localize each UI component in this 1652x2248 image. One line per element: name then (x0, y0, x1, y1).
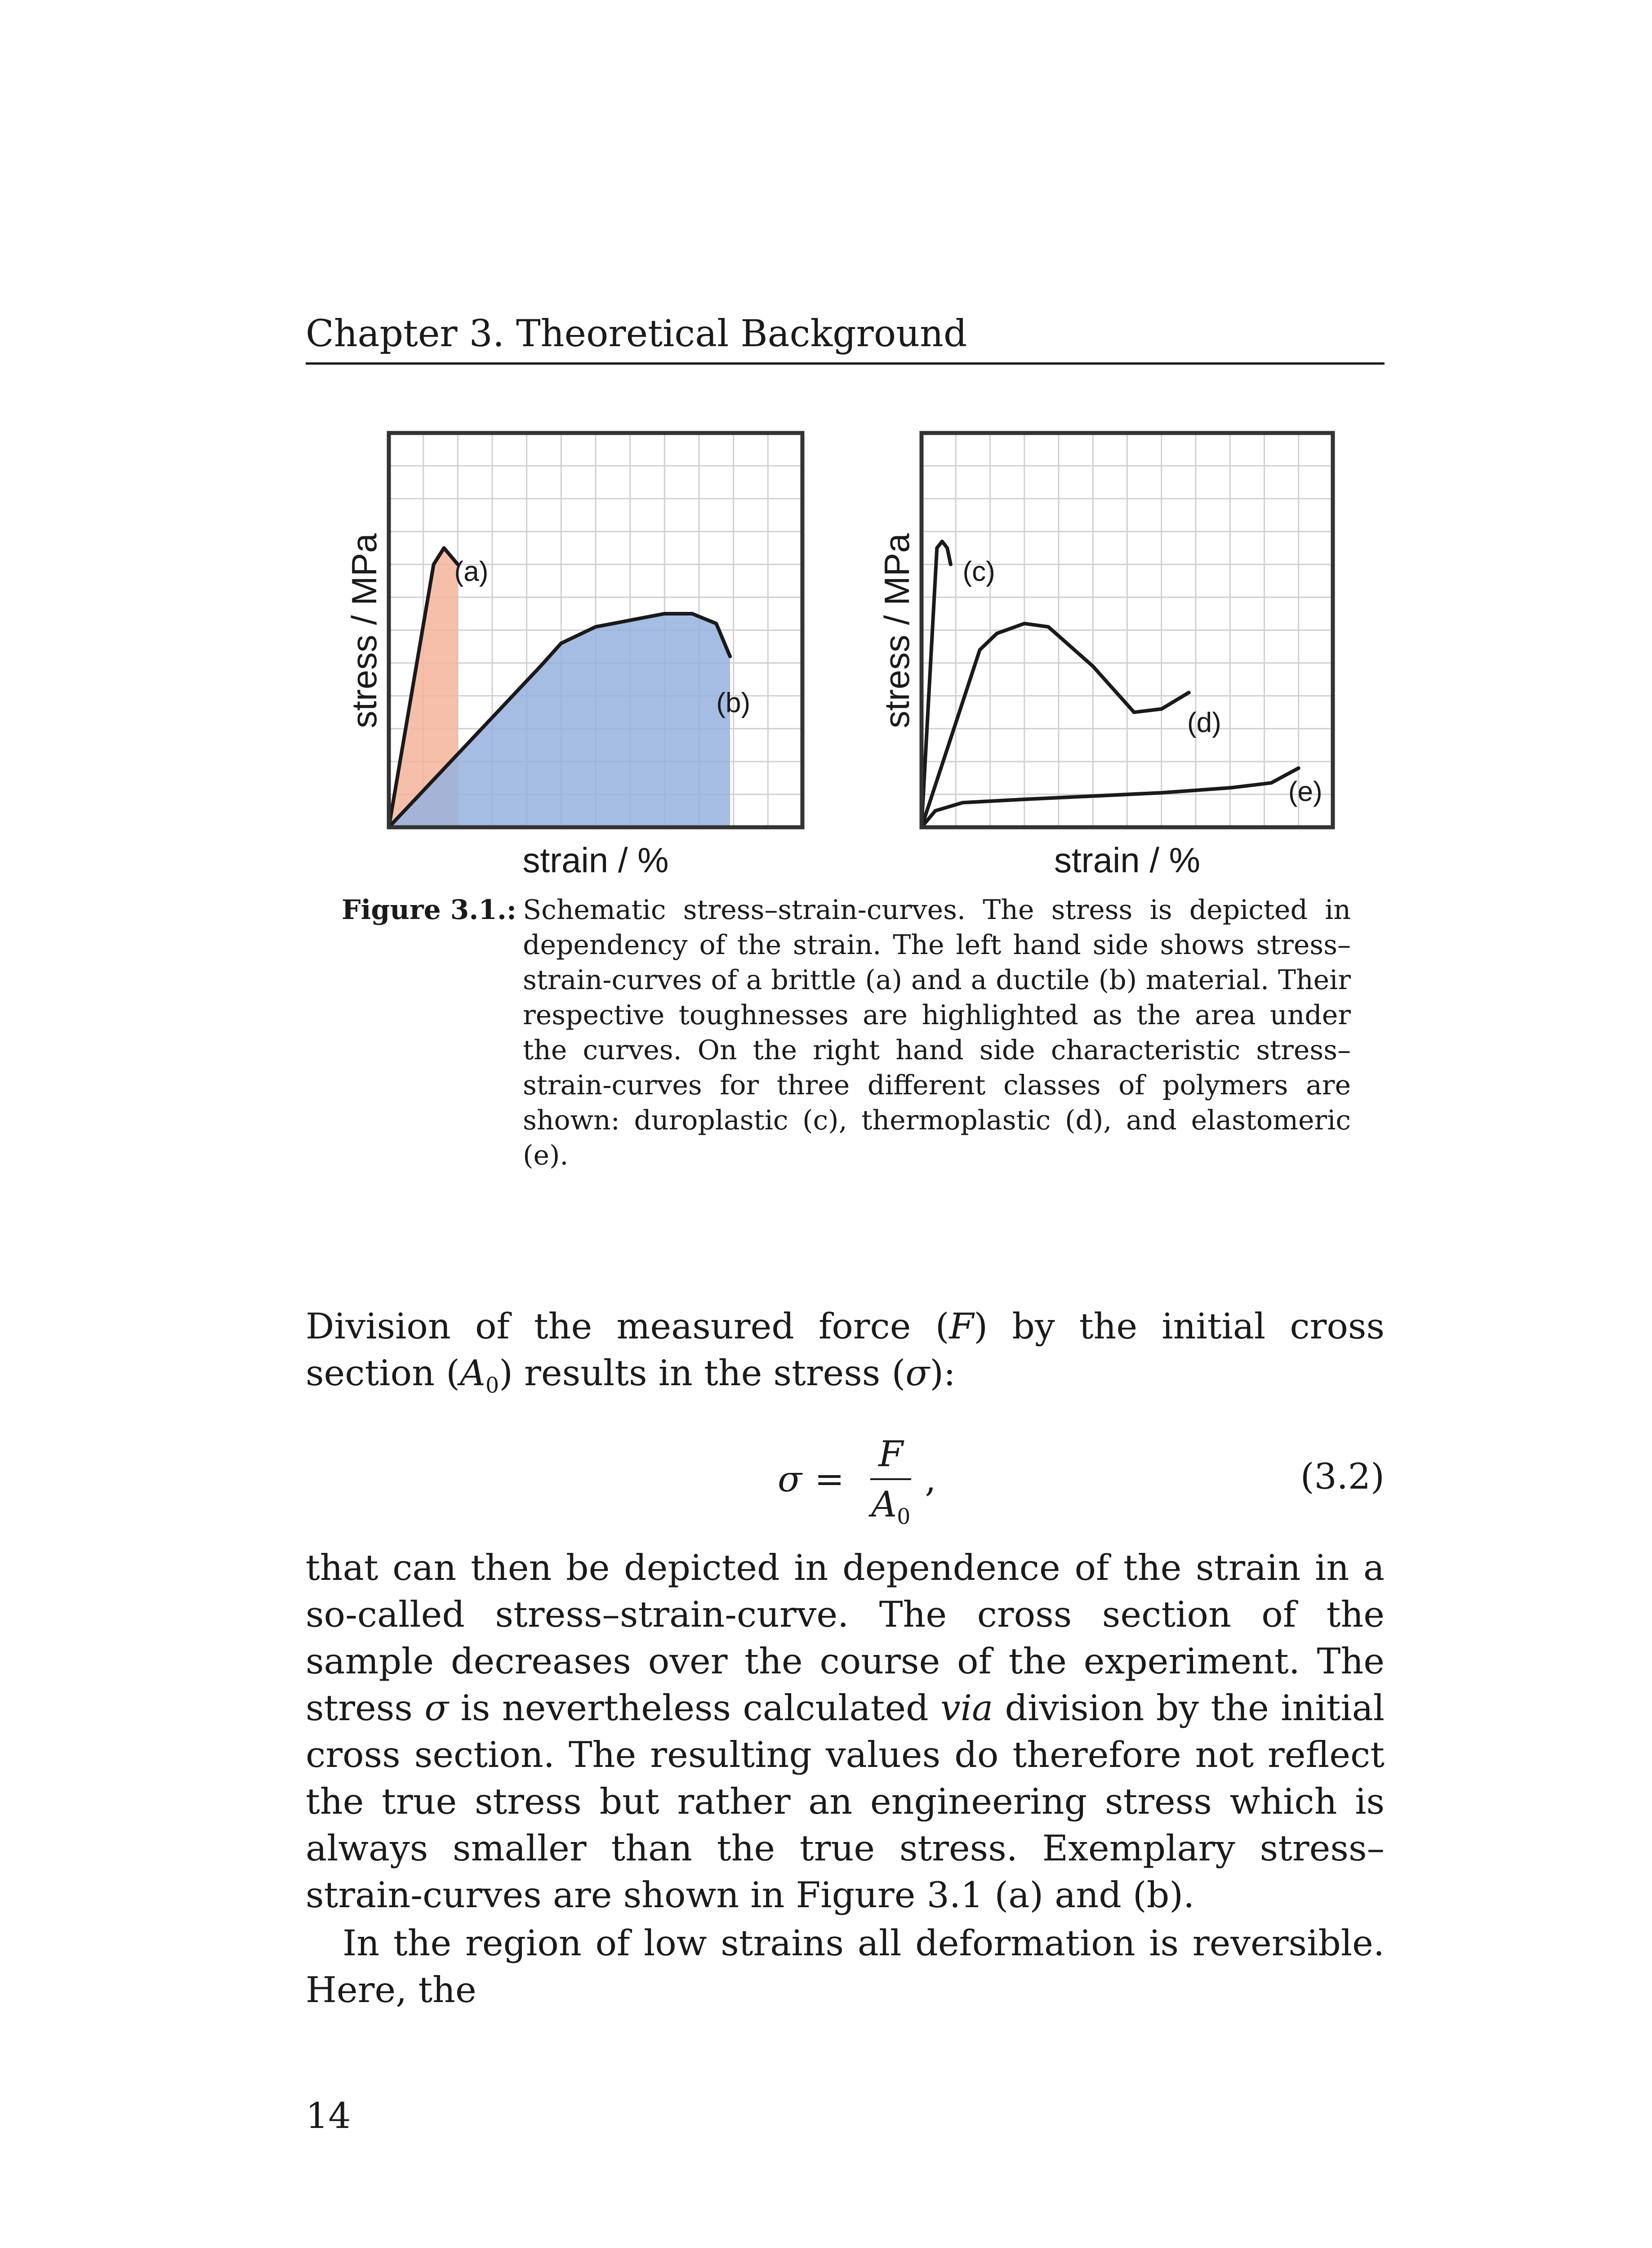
equation-equals: = (814, 1459, 845, 1500)
para-1-text-2: ) by the initial cross section ( (306, 1306, 1385, 1394)
equation-fraction (863, 1433, 918, 1530)
para-2-sigma-symbol: σ (424, 1687, 449, 1729)
para-1-text-3: ) results in the stress ( (499, 1352, 906, 1394)
para-1-sigma-symbol: σ (905, 1352, 930, 1394)
para-2-via: via (940, 1687, 993, 1729)
figure-3-1 (0, 0, 1652, 899)
para-1-area-symbol: A (459, 1352, 485, 1394)
equation-number: (3.2) (1300, 1456, 1385, 1497)
para-2-text-2: is nevertheless calculated (449, 1687, 941, 1729)
chart-right-polymers (877, 433, 1333, 880)
chart-left-brittle-ductile (344, 433, 802, 880)
para-2-text-1: that can then be depicted in dependence of the strain in a so-called stress–strain-curve. The cross section of the sample decreases over the course of the experiment. The stress (306, 1547, 1385, 1729)
y-axis-label: stress / MPa (877, 533, 917, 728)
caption-text: Schematic stress–strain-curves. The stress is depicted in dependency of the strain. The left hand side shows stress–strain-curves of a brittle (a) and a ductile (b) material. Their respective toughnesses are highlighted as the area under the curves. On the right hand side characteristic stress–strain-curves for three different classes of polymers are shown: duroplastic (c), thermoplastic (d), and elastomeric (e). (523, 894, 1351, 1171)
equation-denominator-subscript: 0 (897, 1504, 911, 1530)
para-1-text-4: ): (930, 1352, 956, 1394)
paragraph-2 (306, 1544, 1385, 1918)
caption-label: Figure 3.1.: (342, 894, 517, 926)
figure-caption (342, 892, 1351, 1173)
x-axis-label: strain / % (1054, 840, 1201, 880)
equation-body (778, 1425, 936, 1533)
para-1-force-symbol: F (949, 1306, 974, 1347)
equation-3-2 (306, 1425, 1385, 1533)
series-label-a: (a) (454, 556, 489, 587)
para-2-text-3: division by the initial cross section. The resulting values do therefore not reflect the true stress but rather an engineering stress which is always smaller than the true stress. Exemplary stress–strain-curves are shown in Figure 3.1 (a) and (b). (306, 1687, 1385, 1916)
x-axis-label: strain / % (522, 840, 669, 880)
y-axis-label: stress / MPa (344, 533, 384, 728)
para-1-text-1: Division of the measured force ( (306, 1306, 949, 1347)
equation-comma: , (925, 1459, 936, 1500)
series-label-e: (e) (1288, 776, 1322, 807)
paragraph-3: In the region of low strains all deformation is reversible. Here, the (306, 1922, 1385, 2011)
equation-numerator: F (870, 1433, 911, 1480)
equation-denominator: A (871, 1484, 897, 1525)
running-header-title: Chapter 3. Theoretical Background (306, 312, 967, 355)
series-label-b: (b) (716, 687, 751, 719)
paragraph-1 (306, 1303, 1385, 1396)
page-number: 14 (306, 2095, 351, 2136)
equation-lhs: σ (778, 1459, 802, 1500)
series-label-c: (c) (962, 556, 995, 587)
para-1-area-subscript: 0 (485, 1373, 499, 1398)
series-label-d: (d) (1187, 707, 1221, 739)
